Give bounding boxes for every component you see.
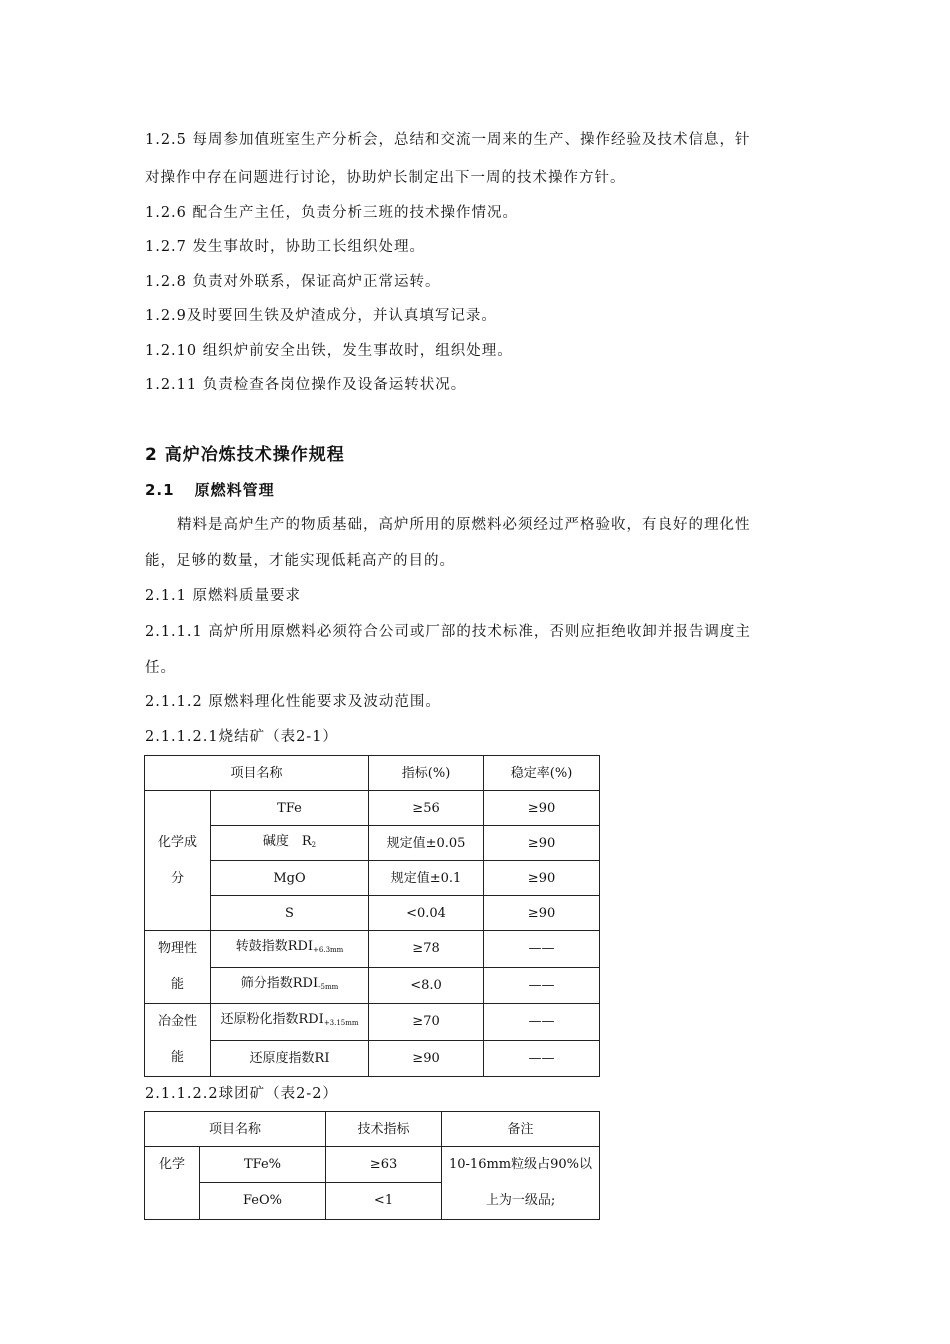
table-cell: TFe% [200,1147,326,1183]
clause-2-1-1-1-line1: 2.1.1.1 高炉所用原燃料必须符合公司或厂部的技术标准，否则应拒绝收卸并报告调度主 [145,624,751,640]
table-cell: ≥90 [484,826,600,861]
table-cell: 筛分指数$RDI_{-5mm}$ [211,967,369,1004]
section-heading: 2 高炉冶炼技术操作规程 [145,445,345,465]
table-cell: <8.0 [369,967,484,1004]
paragraph-line2: 能，足够的数量，才能实现低耗高产的目的。 [145,553,455,569]
table-cell: 转鼓指数$RDI_{+6.3mm}$ [211,931,369,968]
table-cell: —— [484,931,600,968]
clause-1-2-9: 1.2.9及时要回生铁及炉渣成分，并认真填写记录。 [145,308,497,324]
header-index: 技术指标 [326,1112,442,1147]
table-cell: <0.04 [369,896,484,931]
clause-2-1-1-1-line2: 任。 [145,660,176,676]
table-cell: —— [484,967,600,1004]
table-cell: ≥90 [484,861,600,896]
clause-1-2-5-line2: 对操作中存在问题进行讨论，协助炉长制定出下一周的技术操作方针。 [145,170,626,186]
table-cell: —— [484,1004,600,1041]
paragraph-line1: 精料是高炉生产的物质基础，高炉所用的原燃料必须经过严格验收，有良好的理化性 [177,517,751,533]
header-stability: 稳定率(%) [484,756,600,791]
table-cell: ≥63 [326,1147,442,1183]
table-cell: ≥56 [369,791,484,826]
table2-caption: 2.1.1.2.2球团矿（表2-2） [145,1086,338,1102]
table-cell: 还原度指数RI [211,1040,369,1077]
pellet-table [144,1111,600,1220]
table-cell: TFe [211,791,369,826]
subsection-heading [145,479,275,500]
table-cell: ≥90 [484,791,600,826]
clause-1-2-5-line1: 1.2.5 每周参加值班室生产分析会，总结和交流一周来的生产、操作经验及技术信息，针 [145,132,751,148]
header-item-name: 项目名称 [145,756,369,791]
table-cell: <1 [326,1182,442,1219]
table-cell: 规定值±0.05 [369,826,484,861]
clause-2-1-1-2: 2.1.1.2 原燃料理化性能要求及波动范围。 [145,694,441,710]
table1-caption: 2.1.1.2.1烧结矿（表2-1） [145,729,338,745]
header-item-name: 项目名称 [145,1112,326,1147]
table-cell: MgO [211,861,369,896]
clause-1-2-7: 1.2.7 发生事故时，协助工长组织处理。 [145,239,426,255]
sinter-table [144,755,600,1077]
table-cell: ≥90 [369,1040,484,1077]
group-chemical: 化学成 分 [145,791,211,931]
clause-1-2-6: 1.2.6 配合生产主任，负责分析三班的技术操作情况。 [145,205,519,221]
note-cell: 10-16mm粒级占90%以 上为一级品; [442,1147,600,1220]
group-physical: 物理性 能 [145,931,211,1004]
table-cell: ≥70 [369,1004,484,1041]
header-index: 指标(%) [369,756,484,791]
table-cell: FeO% [200,1182,326,1219]
table-cell: —— [484,1040,600,1077]
table-cell: 规定值±0.1 [369,861,484,896]
clause-1-2-10: 1.2.10 组织炉前安全出铁，发生事故时，组织处理。 [145,343,513,359]
subsection-title: 原燃料管理 [194,481,275,499]
subsection-number: 2.1 [145,481,175,499]
clause-2-1-1: 2.1.1 原燃料质量要求 [145,588,302,604]
table-cell: ≥90 [484,896,600,931]
table-cell: ≥78 [369,931,484,968]
table-cell: S [211,896,369,931]
clause-1-2-11: 1.2.11 负责检查各岗位操作及设备运转状况。 [145,377,467,393]
group-chemical: 化学 [145,1147,200,1220]
clause-1-2-8: 1.2.8 负责对外联系，保证高炉正常运转。 [145,274,441,290]
group-metallurgical: 冶金性 能 [145,1004,211,1077]
header-note: 备注 [442,1112,600,1147]
table-cell: 还原粉化指数$RDI_{+3.15mm}$ [211,1004,369,1041]
table-cell: 碱度 $R_2$ [211,826,369,861]
